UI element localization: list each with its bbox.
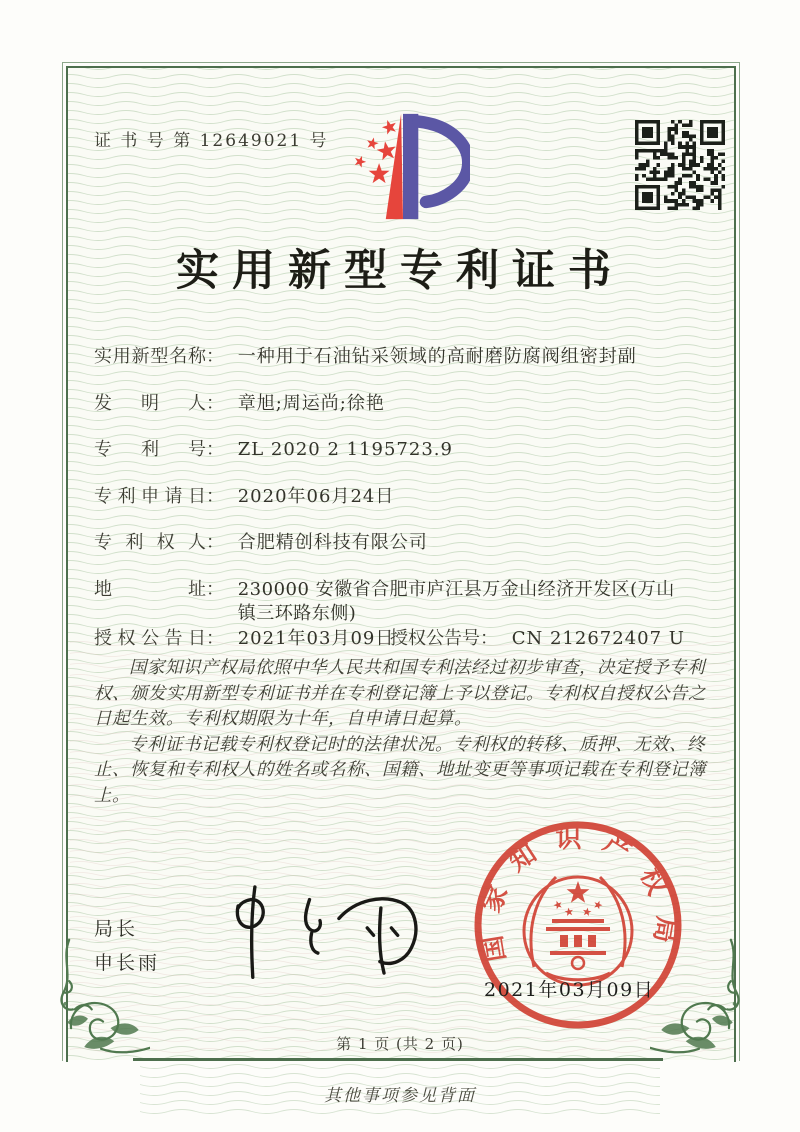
field-value: ZL 2020 2 1195723.9 — [237, 439, 453, 460]
field-colon: ： — [206, 628, 224, 649]
qr-code — [635, 120, 725, 210]
corner-flourish-left-icon — [56, 936, 150, 1062]
field-colon: ： — [206, 393, 224, 414]
field-value: 章旭;周运尚;徐艳 — [237, 393, 385, 414]
field-value: 2021年03月09日 — [237, 628, 395, 649]
field-label: 授权公告号 — [390, 628, 480, 649]
field-row-patentee — [94, 531, 710, 555]
field-value: 230000 安徽省合肥市庐江县万金山经济开发区(万山镇三环路东侧) — [237, 579, 675, 624]
field-colon: ： — [206, 346, 224, 367]
field-row-inventor — [94, 392, 710, 416]
legal-text-block — [94, 656, 708, 809]
border-frame-bottom-rule — [133, 1058, 663, 1061]
certificate-title: 实用新型专利证书 — [176, 246, 624, 296]
field-label: 地址 — [94, 579, 206, 600]
register-paragraph: 专利证书记载专利权登记时的法律状况。专利权的转移、质押、无效、终止、恢复和专利权人的姓名或名称、国籍、地址变更等事项记载在专利登记簿上。 — [94, 734, 706, 806]
cnipa-logo-icon — [336, 110, 470, 224]
field-pair-grant-number — [390, 627, 685, 651]
grant-paragraph: 国家知识产权局依照中华人民共和国专利法经过初步审查，决定授予专利权、颁发实用新型专利证书并在专利登记簿上予以登记。专利权自授权公告之日起生效。专利权期限为十年，自申请日起算。 — [94, 658, 706, 729]
field-label: 专利号 — [94, 439, 206, 460]
field-label: 授权公告日 — [94, 628, 206, 649]
commissioner-name: 申长雨 — [94, 952, 161, 974]
official-seal-icon — [468, 815, 688, 1035]
field-colon: ： — [206, 486, 224, 507]
seal-date: 2021年03月09日 — [484, 979, 655, 1001]
commissioner-title: 局长 — [94, 918, 139, 940]
seal-ring-text: 国家知识产权局 — [474, 824, 682, 964]
field-value: 合肥精创科技有限公司 — [237, 532, 428, 553]
field-colon: ： — [480, 628, 498, 649]
back-side-note: 其他事项参见背面 — [324, 1086, 476, 1106]
field-value: CN 212672407 U — [511, 628, 685, 649]
field-value: 2020年06月24日 — [237, 486, 395, 507]
field-label: 实用新型名称 — [94, 346, 206, 367]
certificate-number: 证 书 号 第 12649021 号 — [94, 131, 329, 151]
page-indicator: 第 1 页 (共 2 页) — [336, 1035, 464, 1053]
field-colon: ： — [206, 579, 224, 600]
field-label: 专利权人 — [94, 532, 206, 553]
handwritten-signature-icon — [215, 876, 425, 982]
field-row-grant-date — [94, 627, 710, 651]
field-value: 一种用于石油钻采领域的高耐磨防腐阀组密封副 — [237, 346, 637, 367]
field-colon: ： — [206, 532, 224, 553]
field-label: 发明人 — [94, 393, 206, 414]
field-row-address — [94, 578, 710, 626]
field-label: 专利申请日 — [94, 486, 206, 507]
field-row-name — [94, 345, 710, 369]
field-row-patent-no — [94, 438, 710, 462]
field-row-filing-date — [94, 485, 710, 509]
field-colon: ： — [206, 439, 224, 460]
